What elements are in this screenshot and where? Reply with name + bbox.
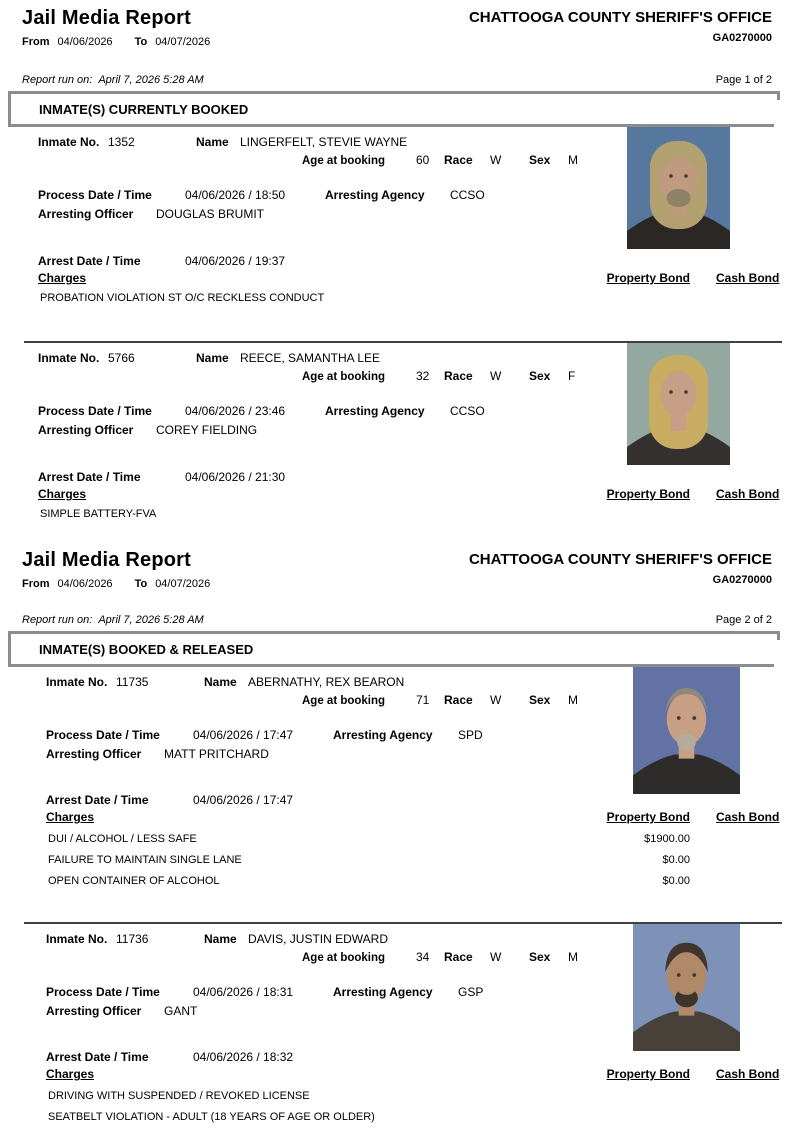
charge-name: DUI / ALCOHOL / LESS SAFE bbox=[48, 833, 197, 845]
property-bond-header: Property Bond bbox=[606, 1067, 690, 1081]
inmate-no-value: 11736 bbox=[116, 932, 149, 946]
charge-row bbox=[38, 508, 786, 520]
office-name: CHATTOOGA COUNTY SHERIFF'S OFFICE bbox=[468, 9, 772, 26]
race-label: Race bbox=[444, 950, 473, 964]
age-label: Age at booking bbox=[302, 371, 386, 383]
process-value: 04/06/2026 / 18:50 bbox=[185, 188, 286, 202]
officer-label: Arresting Officer bbox=[38, 423, 134, 437]
name-value: REECE, SAMANTHA LEE bbox=[240, 351, 381, 365]
charges-table bbox=[38, 487, 786, 520]
age-value: 34 bbox=[416, 950, 430, 964]
mugshot-photo bbox=[627, 127, 730, 249]
process-label: Process Date / Time bbox=[38, 188, 152, 202]
run-on-label: Report run on: bbox=[22, 74, 93, 86]
officer-label: Arresting Officer bbox=[46, 747, 142, 761]
mugshot-photo bbox=[627, 343, 730, 465]
officer-value: GANT bbox=[164, 1004, 198, 1018]
mugshot-photo bbox=[633, 667, 740, 794]
inmate-no-label: Inmate No. bbox=[38, 351, 100, 365]
agency-label: Arresting Agency bbox=[333, 985, 433, 999]
charge-property-bond: $1900.00 bbox=[644, 833, 690, 845]
charge-name: SEATBELT VIOLATION - ADULT (18 YEARS OF AGE OR OLDER) bbox=[48, 1111, 375, 1123]
charges-table bbox=[46, 810, 786, 887]
process-value: 04/06/2026 / 18:31 bbox=[193, 985, 294, 999]
page-header bbox=[22, 542, 772, 590]
race-label: Race bbox=[444, 693, 473, 707]
charges-header: Charges bbox=[38, 487, 87, 501]
inmate-no-value: 5766 bbox=[108, 351, 135, 365]
arrest-label: Arrest Date / Time bbox=[46, 1050, 149, 1064]
process-label: Process Date / Time bbox=[38, 404, 152, 418]
mugshot bbox=[633, 667, 740, 794]
sex-value: M bbox=[568, 153, 578, 167]
officer-label: Arresting Officer bbox=[38, 207, 134, 221]
agency-id: GA0270000 bbox=[712, 574, 772, 586]
to-date: 04/07/2026 bbox=[155, 578, 211, 590]
property-bond-header: Property Bond bbox=[606, 271, 690, 285]
arrest-label: Arrest Date / Time bbox=[46, 793, 149, 807]
sex-value: F bbox=[568, 369, 576, 383]
cash-bond-header: Cash Bond bbox=[716, 810, 780, 824]
arrest-value: 04/06/2026 / 17:47 bbox=[193, 793, 294, 807]
inmate-record bbox=[22, 127, 780, 341]
age-value: 71 bbox=[416, 693, 430, 707]
from-label: From bbox=[22, 578, 50, 590]
charges-table bbox=[46, 1067, 786, 1123]
report-page-1 bbox=[0, 0, 808, 542]
charge-property-bond: $0.00 bbox=[662, 854, 690, 866]
date-range bbox=[22, 36, 224, 48]
agency-value: GSP bbox=[458, 985, 484, 999]
from-date: 04/06/2026 bbox=[57, 578, 113, 590]
section-box bbox=[8, 94, 774, 127]
charges-header: Charges bbox=[46, 1067, 95, 1081]
agency-value: CCSO bbox=[450, 188, 485, 202]
report-title: Jail Media Report bbox=[22, 7, 191, 29]
race-label: Race bbox=[444, 369, 473, 383]
charges-header: Charges bbox=[38, 271, 87, 285]
name-value: DAVIS, JUSTIN EDWARD bbox=[248, 932, 389, 946]
office-name: CHATTOOGA COUNTY SHERIFF'S OFFICE bbox=[468, 551, 772, 568]
sex-label: Sex bbox=[529, 693, 551, 707]
agency-label: Arresting Agency bbox=[333, 728, 433, 742]
age-label: Age at booking bbox=[302, 155, 386, 167]
run-on-row bbox=[22, 614, 772, 626]
sex-value: M bbox=[568, 693, 578, 707]
arrest-value: 04/06/2026 / 21:30 bbox=[185, 470, 286, 484]
age-label: Age at booking bbox=[302, 952, 386, 964]
agency-label: Arresting Agency bbox=[325, 188, 425, 202]
page-number: Page 2 of 2 bbox=[715, 614, 772, 626]
section-box bbox=[8, 634, 774, 667]
charge-row bbox=[46, 854, 786, 866]
cash-bond-header: Cash Bond bbox=[716, 271, 780, 285]
report-title: Jail Media Report bbox=[22, 549, 191, 571]
process-label: Process Date / Time bbox=[46, 728, 160, 742]
age-value: 32 bbox=[416, 369, 430, 383]
inmate-no-label: Inmate No. bbox=[38, 135, 100, 149]
inmate-record bbox=[22, 667, 780, 922]
mugshot bbox=[633, 924, 740, 1051]
cash-bond-header: Cash Bond bbox=[716, 487, 780, 501]
arrest-value: 04/06/2026 / 18:32 bbox=[193, 1050, 294, 1064]
inmate-no-value: 11735 bbox=[116, 675, 149, 689]
run-on-value: April 7, 2026 5:28 AM bbox=[98, 614, 204, 626]
from-date: 04/06/2026 bbox=[57, 36, 113, 48]
arrest-value: 04/06/2026 / 19:37 bbox=[185, 254, 286, 268]
section-title: INMATE(S) BOOKED & RELEASED bbox=[39, 642, 254, 657]
agency-id: GA0270000 bbox=[712, 32, 772, 44]
mugshot bbox=[627, 343, 730, 465]
name-label: Name bbox=[204, 675, 237, 689]
charge-row bbox=[38, 292, 786, 304]
name-value: LINGERFELT, STEVIE WAYNE bbox=[240, 135, 408, 149]
inmate-record bbox=[22, 343, 780, 542]
process-value: 04/06/2026 / 17:47 bbox=[193, 728, 294, 742]
header-rule bbox=[8, 631, 780, 634]
inmate-no-label: Inmate No. bbox=[46, 675, 108, 689]
run-on-value: April 7, 2026 5:28 AM bbox=[98, 74, 204, 86]
name-value: ABERNATHY, REX BEARON bbox=[248, 675, 405, 689]
page-number: Page 1 of 2 bbox=[715, 74, 772, 86]
charges-table bbox=[38, 271, 786, 304]
race-value: W bbox=[490, 369, 502, 383]
process-value: 04/06/2026 / 23:46 bbox=[185, 404, 286, 418]
sex-label: Sex bbox=[529, 369, 551, 383]
charge-name: PROBATION VIOLATION ST O/C RECKLESS CONDUCT bbox=[40, 292, 325, 304]
charge-row bbox=[46, 833, 786, 845]
name-label: Name bbox=[204, 932, 237, 946]
name-label: Name bbox=[196, 135, 229, 149]
charge-name: SIMPLE BATTERY-FVA bbox=[40, 508, 157, 520]
sex-value: M bbox=[568, 950, 578, 964]
charge-row bbox=[46, 875, 786, 887]
agency-label: Arresting Agency bbox=[325, 404, 425, 418]
officer-value: MATT PRITCHARD bbox=[164, 747, 269, 761]
report-page-2 bbox=[0, 542, 808, 1132]
charge-row bbox=[46, 1111, 786, 1123]
race-value: W bbox=[490, 950, 502, 964]
mugshot bbox=[627, 127, 730, 249]
charges-header: Charges bbox=[46, 810, 95, 824]
age-value: 60 bbox=[416, 153, 430, 167]
officer-value: COREY FIELDING bbox=[156, 423, 258, 437]
sex-label: Sex bbox=[529, 153, 551, 167]
mugshot-photo bbox=[633, 924, 740, 1051]
to-date: 04/07/2026 bbox=[155, 36, 211, 48]
section-title: INMATE(S) CURRENTLY BOOKED bbox=[39, 102, 249, 117]
charge-row bbox=[46, 1090, 786, 1102]
from-label: From bbox=[22, 36, 50, 48]
page-header bbox=[22, 0, 772, 48]
run-on-row bbox=[22, 74, 772, 86]
race-value: W bbox=[490, 153, 502, 167]
age-label: Age at booking bbox=[302, 695, 386, 707]
charge-name: OPEN CONTAINER OF ALCOHOL bbox=[48, 875, 220, 887]
property-bond-header: Property Bond bbox=[606, 487, 690, 501]
charge-name: FAILURE TO MAINTAIN SINGLE LANE bbox=[48, 854, 242, 866]
charge-name: DRIVING WITH SUSPENDED / REVOKED LICENSE bbox=[48, 1090, 310, 1102]
race-label: Race bbox=[444, 153, 473, 167]
inmate-no-label: Inmate No. bbox=[46, 932, 108, 946]
name-label: Name bbox=[196, 351, 229, 365]
property-bond-header: Property Bond bbox=[606, 810, 690, 824]
race-value: W bbox=[490, 693, 502, 707]
officer-label: Arresting Officer bbox=[46, 1004, 142, 1018]
sex-label: Sex bbox=[529, 950, 551, 964]
date-range bbox=[22, 578, 224, 590]
agency-value: SPD bbox=[458, 728, 483, 742]
process-label: Process Date / Time bbox=[46, 985, 160, 999]
arrest-label: Arrest Date / Time bbox=[38, 254, 141, 268]
inmate-no-value: 1352 bbox=[108, 135, 135, 149]
header-rule bbox=[8, 91, 780, 94]
arrest-label: Arrest Date / Time bbox=[38, 470, 141, 484]
officer-value: DOUGLAS BRUMIT bbox=[156, 207, 265, 221]
cash-bond-header: Cash Bond bbox=[716, 1067, 780, 1081]
charge-property-bond: $0.00 bbox=[662, 875, 690, 887]
to-label: To bbox=[134, 36, 148, 48]
to-label: To bbox=[134, 578, 148, 590]
run-on-label: Report run on: bbox=[22, 614, 93, 626]
agency-value: CCSO bbox=[450, 404, 485, 418]
inmate-record bbox=[22, 924, 780, 1132]
